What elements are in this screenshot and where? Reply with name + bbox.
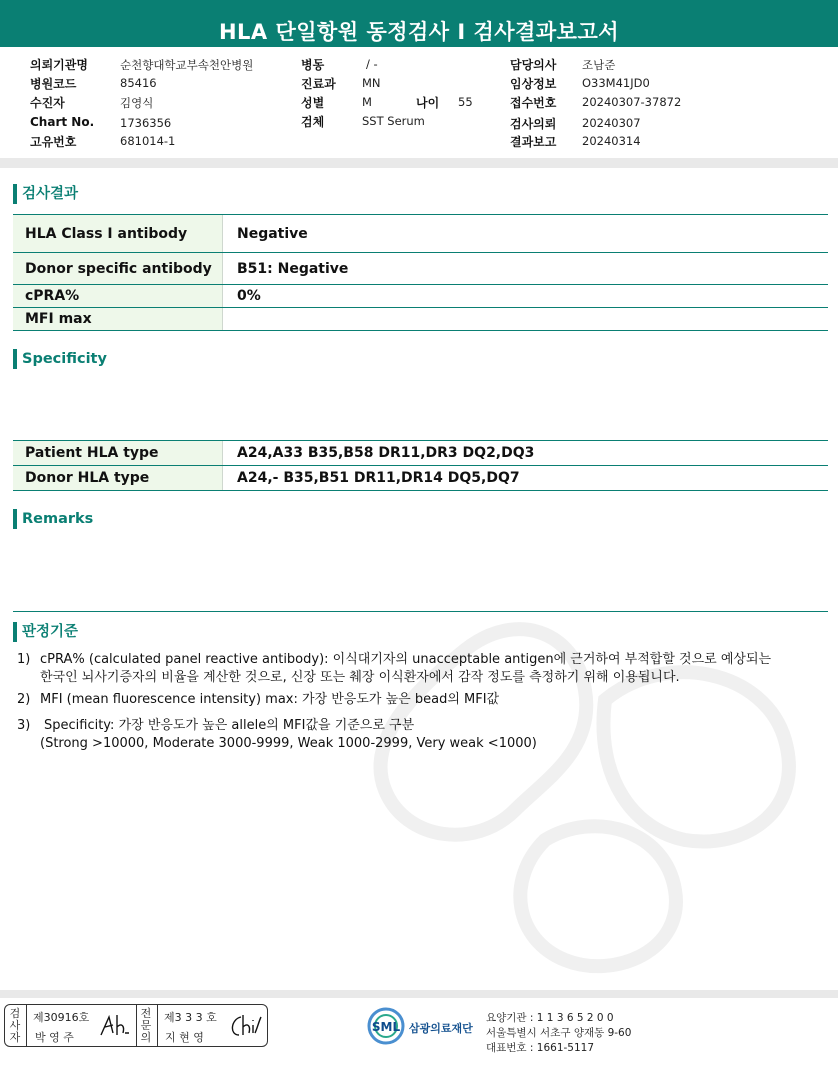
tester-signature [97, 1011, 131, 1041]
info-value: 681014-1 [120, 134, 176, 148]
info-key: 수진자 [30, 96, 65, 110]
info-key: 고유번호 [30, 135, 77, 149]
info-value: 20240307-37872 [582, 95, 682, 109]
hla-value: A24,A33 B35,B58 DR11,DR3 DQ2,DQ3 [237, 445, 535, 461]
footer-strip [0, 990, 838, 998]
criteria-text: (Strong >10000, Moderate 3000-9999, Weak 1000-2999, Very weak <1000) [40, 736, 537, 751]
watermark-logo [345, 590, 838, 990]
info-value: 20240307 [582, 116, 641, 130]
hla-row [13, 441, 828, 466]
info-key: 병동 [301, 58, 325, 72]
info-key: 병원코드 [30, 77, 77, 91]
tester-id: 제30916호 [33, 1011, 90, 1024]
info-value: M [362, 95, 372, 109]
info-value: / - [366, 57, 378, 71]
specialist-label: 전 문 의 [140, 1007, 152, 1044]
criteria-text: MFI (mean fluorescence intensity) max: 가장 반응도가 높은 bead의 MFI값 [40, 692, 500, 707]
info-key: 담당의사 [510, 58, 557, 72]
hla-label: Donor HLA type [13, 466, 223, 490]
report-title-bar [0, 0, 838, 47]
result-value: B51: Negative [237, 260, 349, 277]
info-key: 진료과 [301, 77, 336, 91]
info-key: 의뢰기관명 [30, 58, 88, 72]
org-code: 요양기관 : 1 1 3 6 5 2 0 0 [486, 1012, 614, 1024]
info-value: 조남준 [582, 58, 616, 72]
criteria-text: 한국인 뇌사기증자의 비율을 계산한 것으로, 신장 또는 췌장 이식환자에서 감작 정도를 측정하기 위해 이용됩니다. [40, 670, 680, 685]
info-key: 접수번호 [510, 96, 557, 110]
result-row [13, 253, 828, 285]
patient-info-block [0, 52, 838, 158]
criteria-number: 2) [17, 692, 31, 707]
sml-logo-icon [366, 1006, 406, 1046]
info-value: SST Serum [362, 114, 425, 128]
specialist-id: 제3 3 3 호 [164, 1011, 217, 1024]
criteria-number: 1) [17, 652, 31, 667]
signature-box [4, 1004, 268, 1047]
info-value: 20240314 [582, 134, 641, 148]
info-value: 김영식 [120, 96, 154, 110]
criteria-text: cPRA% (calculated panel reactive antibody): 이식대기자의 unacceptable antigen에 근거하여 부적합할 것으로 예상되는 [40, 652, 772, 667]
report-title: HLA 단일항원 동정검사 I 검사결과보고서 [218, 20, 620, 44]
age-key: 나이 [416, 96, 440, 110]
info-key: 성별 [301, 96, 325, 110]
info-value: MN [362, 76, 381, 90]
remarks-heading: Remarks [13, 509, 93, 529]
info-key: Chart No. [30, 115, 95, 129]
tester-name: 박 영 주 [35, 1031, 74, 1044]
result-row [13, 285, 828, 308]
result-label: HLA Class I antibody [13, 215, 223, 252]
info-key: 검사의뢰 [510, 117, 557, 131]
hla-value: A24,- B35,B51 DR11,DR14 DQ5,DQ7 [237, 470, 520, 486]
age-value: 55 [458, 95, 473, 109]
specialist-signature [227, 1011, 263, 1041]
criteria-heading: 판정기준 [13, 622, 78, 642]
result-row [13, 308, 828, 331]
info-key: 결과보고 [510, 135, 557, 149]
info-key: 검체 [301, 115, 325, 129]
results-heading: 검사결과 [13, 184, 78, 204]
org-phone: 대표번호 : 1661-5117 [486, 1042, 595, 1054]
info-value: 순천향대학교부속천안병원 [120, 58, 254, 72]
result-value: 0% [237, 288, 261, 304]
hla-label: Patient HLA type [13, 441, 223, 465]
info-key: 임상정보 [510, 77, 557, 91]
hla-row [13, 466, 828, 491]
result-label: MFI max [13, 308, 223, 330]
logo-name: 삼광의료재단 [409, 1022, 473, 1035]
result-row [13, 215, 828, 253]
divider-strip [0, 158, 838, 168]
remarks-bottom-line [13, 611, 828, 612]
specialist-name: 지 현 영 [165, 1031, 204, 1044]
tester-label: 검 사 자 [9, 1007, 21, 1044]
result-label: cPRA% [13, 285, 223, 307]
info-value: O33M41JD0 [582, 76, 650, 90]
logo-mark: SML [371, 1020, 401, 1034]
info-value: 1736356 [120, 116, 172, 130]
specificity-heading: Specificity [13, 349, 107, 369]
result-label: Donor specific antibody [13, 253, 223, 284]
report-footer [0, 990, 838, 1067]
criteria-text: Specificity: 가장 반응도가 높은 allele의 MFI값을 기준으로 구분 [44, 718, 415, 733]
org-address: 서울특별시 서초구 양재동 9-60 [486, 1027, 632, 1039]
criteria-number: 3) [17, 718, 31, 733]
info-value: 85416 [120, 76, 157, 90]
result-value: Negative [237, 225, 308, 242]
